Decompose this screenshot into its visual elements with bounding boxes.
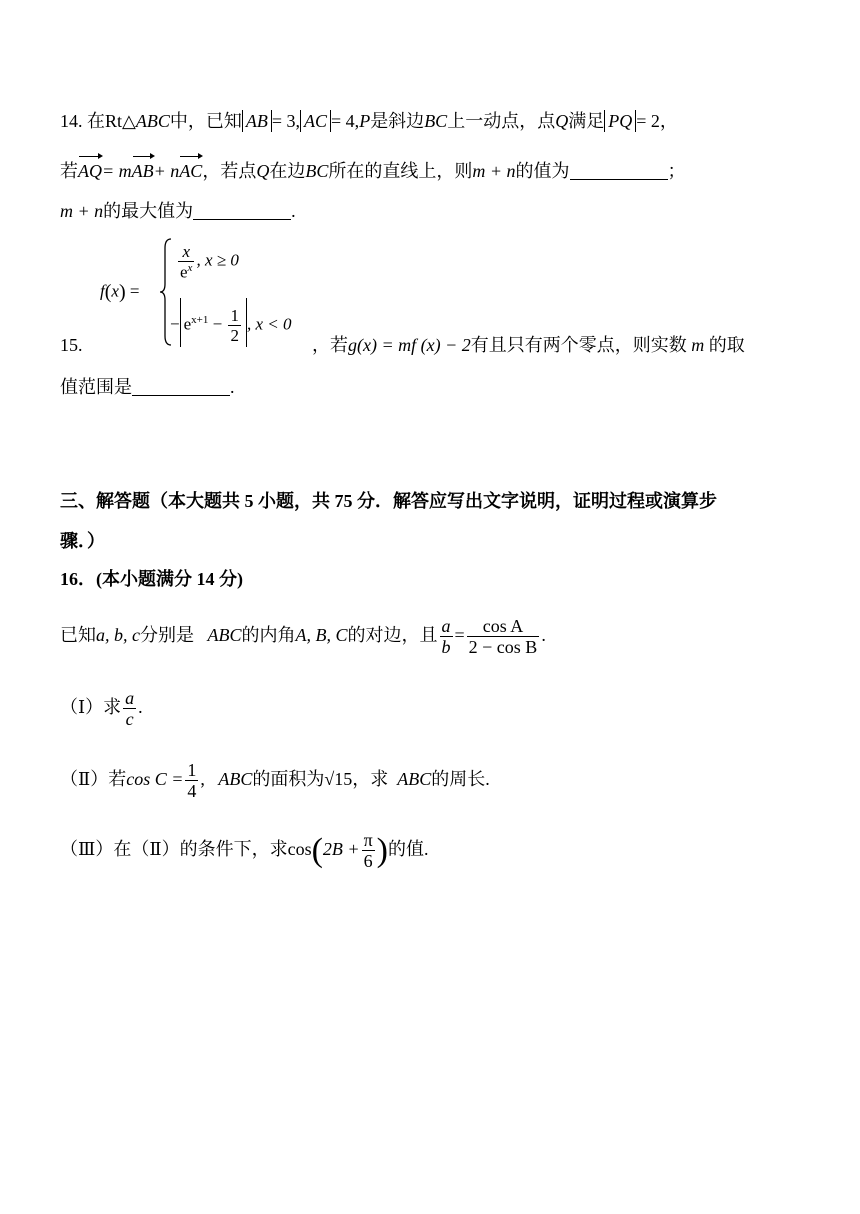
section-heading: 三、解答题（本大题共 5 小题，共 75 分．解答应写出文字说明，证明过程或演算步 [60,491,717,511]
q14-line2: 若AQ= mAB+ nAC，若点Q在边BC所在的直线上，则m + n的值为 ； [60,158,686,184]
vector-ac: AC [179,158,202,184]
vector-ab: AB [132,158,154,184]
piece-1: $\frac{x}{e^x}$ , x ≥ 0 [180,242,239,282]
q14-number: 14. [60,111,83,131]
q15-line2: 值范围是 . [60,377,235,397]
q15-number: 15. [60,335,83,355]
section-heading-cont: 骤．） [60,531,105,551]
q14-line1: 14. 在Rt△ABC中，已知 AB = 3, AC = 4,P是斜边BC上一动点，点Q满足 PQ = 2， [60,111,678,131]
q16-part2: （Ⅱ）若cos C = $\frac{1}{4}$ , ABC的面积为√15，求 ABC的周长. [60,760,490,802]
piece-2: − $e^{x+1}$ − $\frac{1}{2}$ , x < 0 [170,298,291,347]
answer-blank-1[interactable] [570,161,668,180]
q15-line1: 15. ，若g(x) = mf (x) − 2有且只有两个零点，则实数 m 的取 [60,335,745,355]
q16-part3: （Ⅲ）在（Ⅱ）的条件下，求cos(2B + $\frac{\pi}{6}$ )的值. [60,830,429,872]
answer-blank-3[interactable] [132,377,230,396]
answer-blank-2[interactable] [193,201,291,220]
q16-part1: （Ⅰ）求 $\frac{a}{c}$ . [60,688,143,730]
q16-header: 16．(本小题满分 14 分) [60,569,243,589]
q15-fx: f(x) = [100,281,140,303]
q16-statement: 已知a, b, c分别是 ABC的内角A, B, C的对边，且 $\frac{a}{b}$ = $\frac{\text{cos A}}{\text{2 − cos B}}$ . [60,616,546,658]
vector-aq: AQ [78,158,102,184]
q14-line3: m + n的最大值为 . [60,201,296,221]
